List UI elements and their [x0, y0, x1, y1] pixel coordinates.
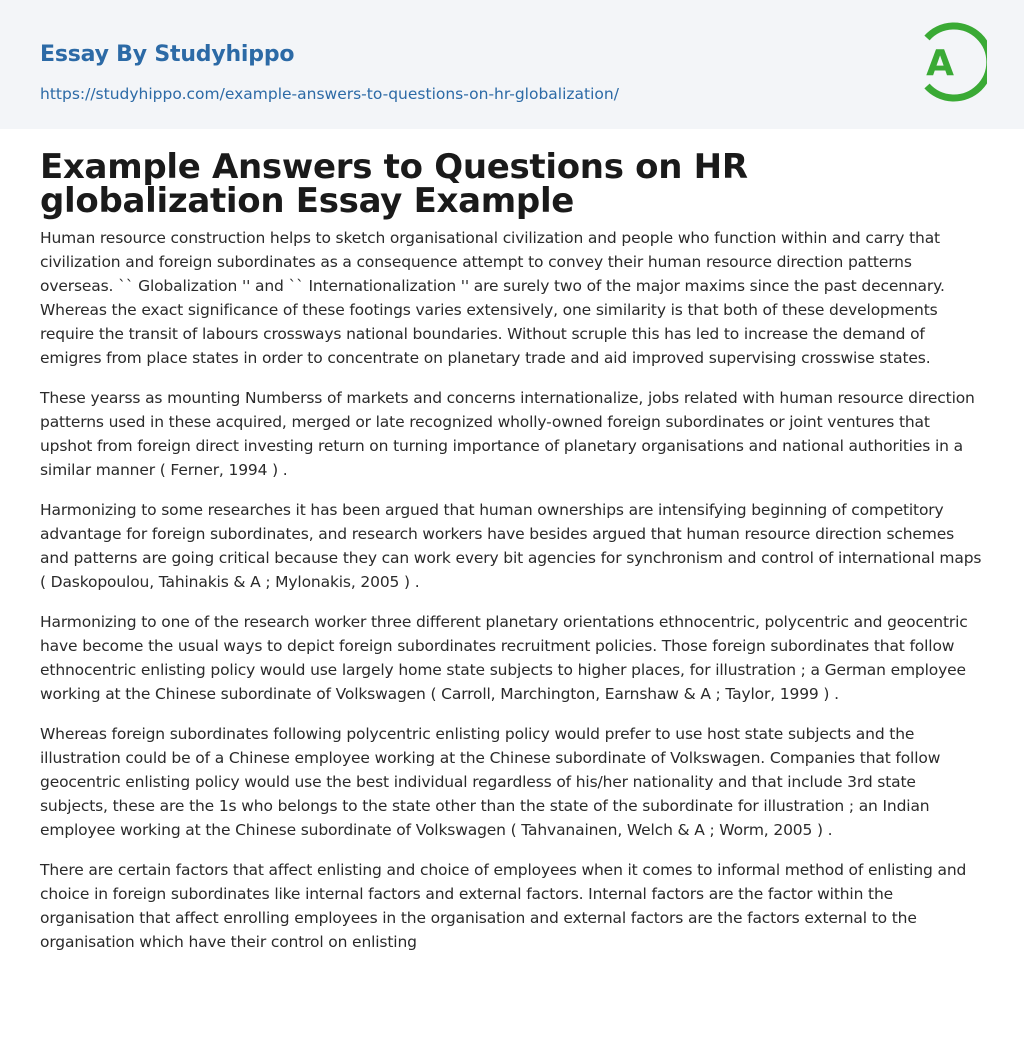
- studyhippo-logo-icon[interactable]: [911, 18, 987, 106]
- paragraph: Harmonizing to one of the research worker three different planetary orientations ethnocentric, polycentric and geocentric have become the usual ways to depict foreign subordinates recruitment policies. Those foreign subordinates that follow ethnocentric enlisting policy would use largely home state subjects to higher places, for illustration ; a German employee working at the Chinese subordinate of Volkswagen ( Carroll, Marchington, Earnshaw & A ; Taylor, 1999 ) .: [40, 613, 968, 703]
- paragraph: There are certain factors that affect enlisting and choice of employees when it comes to informal method of enlisting and choice in foreign subordinates like internal factors and external factors. Internal factors are the factor within the organisation that affect enrolling employees in the organisation and external factors are the factors external to the organisation which have their control on enlisting: [40, 861, 967, 951]
- article-url-link[interactable]: https://studyhippo.com/example-answers-to-questions-on-hr-globalization/: [40, 85, 619, 103]
- paragraph: Human resource construction helps to sketch organisational civilization and people who function within and carry that civilization and foreign subordinates as a consequence attempt to convey their human resource direction patterns overseas. `` Globalization '' and `` Internationalization '' are surely two of the major maxims since the past decennary. Whereas the exact significance of these footings varies extensively, one similarity is that both of these developments require the transit of labours crossways national boundaries. Without scruple this has led to increase the demand of emigres from place states in order to concentrate on planetary trade and aid improved supervising crosswise states.: [40, 229, 945, 367]
- site-header: [0, 0, 1024, 129]
- site-brand[interactable]: Essay By Studyhippo: [40, 42, 295, 67]
- logo-letter: A: [926, 43, 954, 84]
- paragraph: These yearss as mounting Numberss of markets and concerns internationalize, jobs related with human resource direction patterns used in these acquired, merged or late recognized wholly-owned foreign subordinates or joint ventures that upshot from foreign direct investing return on turning importance of planetary organisations and national authorities in a similar manner ( Ferner, 1994 ) .: [40, 389, 975, 479]
- paragraph: Harmonizing to some researches it has been argued that human ownerships are intensifying beginning of competitory advantage for foreign subordinates, and research workers have besides argued that human resource direction schemes and patterns are going critical because they can work every bit agencies for synchronism and control of international maps ( Daskopoulou, Tahinakis & A ; Mylonakis, 2005 ) .: [40, 501, 982, 591]
- article-body: [40, 147, 985, 970]
- paragraph: Whereas foreign subordinates following polycentric enlisting policy would prefer to use host state subjects and the illustration could be of a Chinese employee working at the Chinese subordinate of Volkswagen. Companies that follow geocentric enlisting policy would use the best individual regardless of his/her nationality and that include 3rd state subjects, these are the 1s who belongs to the state other than the state of the subordinate for illustration ; an Indian employee working at the Chinese subordinate of Volkswagen ( Tahvanainen, Welch & A ; Worm, 2005 ) .: [40, 725, 941, 839]
- article-title: Example Answers to Questions on HR globalization Essay Example: [40, 147, 748, 221]
